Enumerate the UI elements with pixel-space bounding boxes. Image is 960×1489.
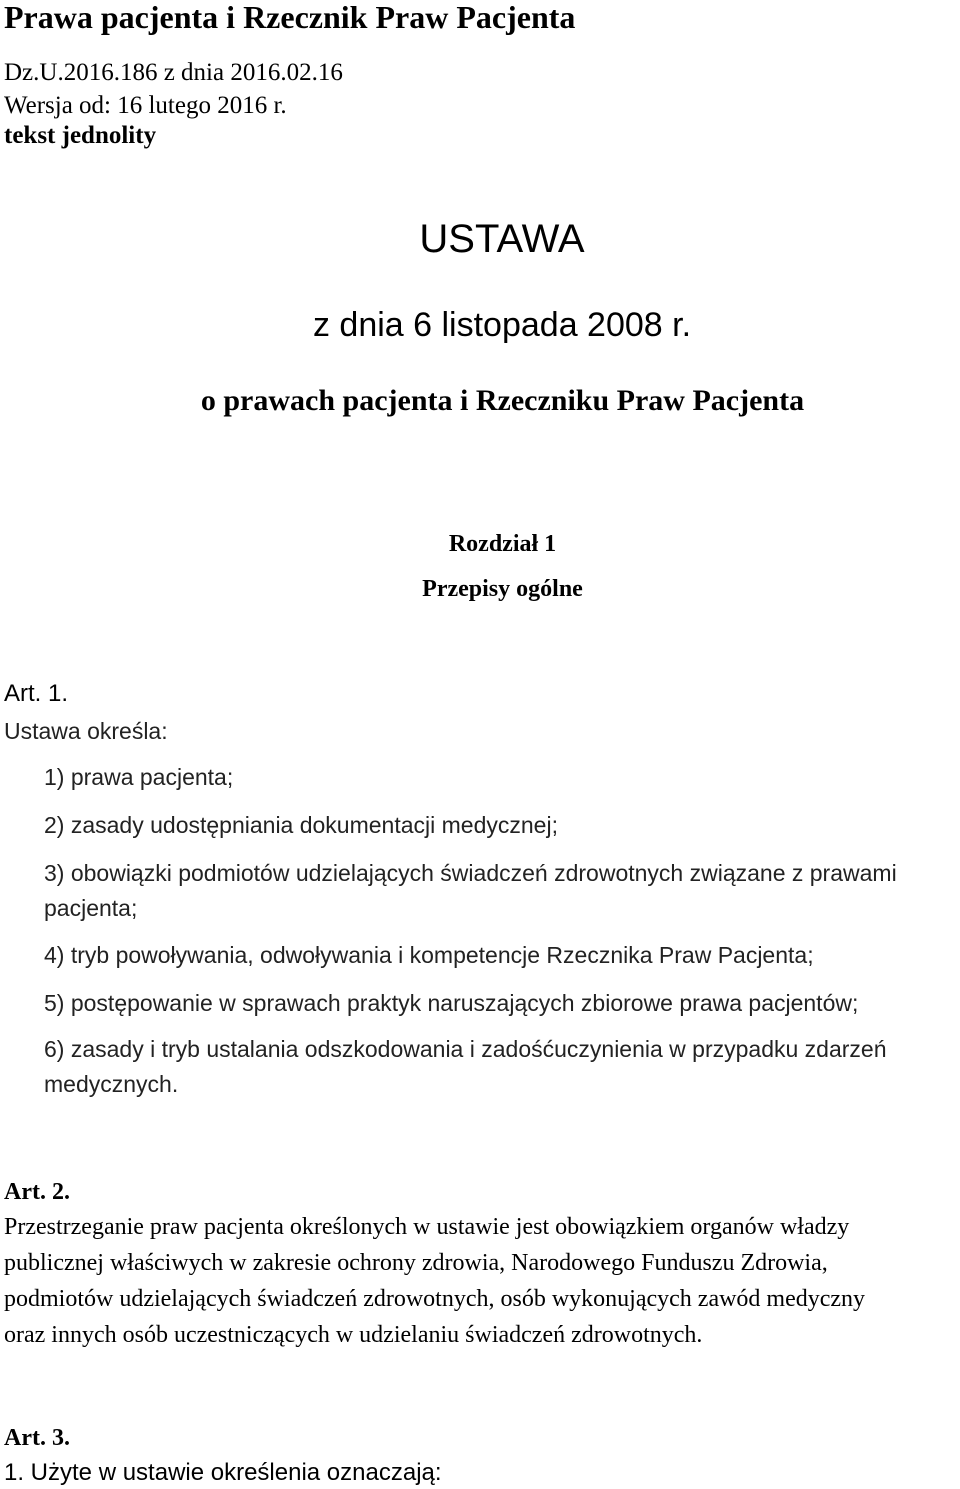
article-1-item-1: 1) prawa pacjenta;	[44, 764, 234, 790]
article-1-item-3: 3) obowiązki podmiotów udzielających świadczeń zdrowotnych związane z prawami pacjenta;	[44, 860, 897, 921]
text-type: tekst jednolity	[4, 122, 157, 149]
version-date: Wersja od: 16 lutego 2016 r.	[4, 92, 287, 119]
act-type-heading: USTAWA	[419, 217, 585, 261]
article-1-item-5: 5) postępowanie w sprawach praktyk naruszających zbiorowe prawa pacjentów;	[44, 990, 859, 1016]
article-1-intro: Ustawa określa:	[4, 718, 168, 744]
journal-reference: Dz.U.2016.186 z dnia 2016.02.16	[4, 59, 343, 86]
article-1-item-4: 4) tryb powoływania, odwoływania i kompetencje Rzecznika Praw Pacjenta;	[44, 942, 814, 968]
article-1-item-2: 2) zasady udostępniania dokumentacji medycznej;	[44, 812, 558, 838]
chapter-number: Rozdział 1	[448, 531, 557, 557]
act-date: z dnia 6 listopada 2008 r.	[312, 306, 692, 344]
article-3-first-line: 1. Użyte w ustawie określenia oznaczają:	[4, 1459, 442, 1486]
document-title: Prawa pacjenta i Rzecznik Praw Pacjenta	[4, 0, 576, 35]
article-2-line: podmiotów udzielających świadczeń zdrowotnych, osób wykonujących zawód medyczny	[4, 1286, 866, 1312]
article-1-heading: Art. 1.	[4, 680, 69, 707]
article-2-heading: Art. 2.	[4, 1179, 70, 1205]
article-1-item-6: 6) zasady i tryb ustalania odszkodowania i zadośćuczynienia w przypadku zdarzeń medycznych.	[44, 1036, 887, 1097]
article-2-line: publicznej właściwych w zakresie ochrony zdrowia, Narodowego Funduszu Zdrowia,	[4, 1250, 828, 1276]
chapter-name: Przepisy ogólne	[422, 576, 583, 602]
act-subject: o prawach pacjenta i Rzeczniku Praw Pacjenta	[200, 384, 805, 417]
article-2-line: Przestrzeganie praw pacjenta określonych w ustawie jest obowiązkiem organów władzy	[4, 1214, 850, 1240]
article-3-heading: Art. 3.	[4, 1425, 70, 1451]
article-2-paragraph	[4, 1209, 960, 1353]
article-2-line: oraz innych osób uczestniczących w udzielaniu świadczeń zdrowotnych.	[4, 1322, 703, 1348]
